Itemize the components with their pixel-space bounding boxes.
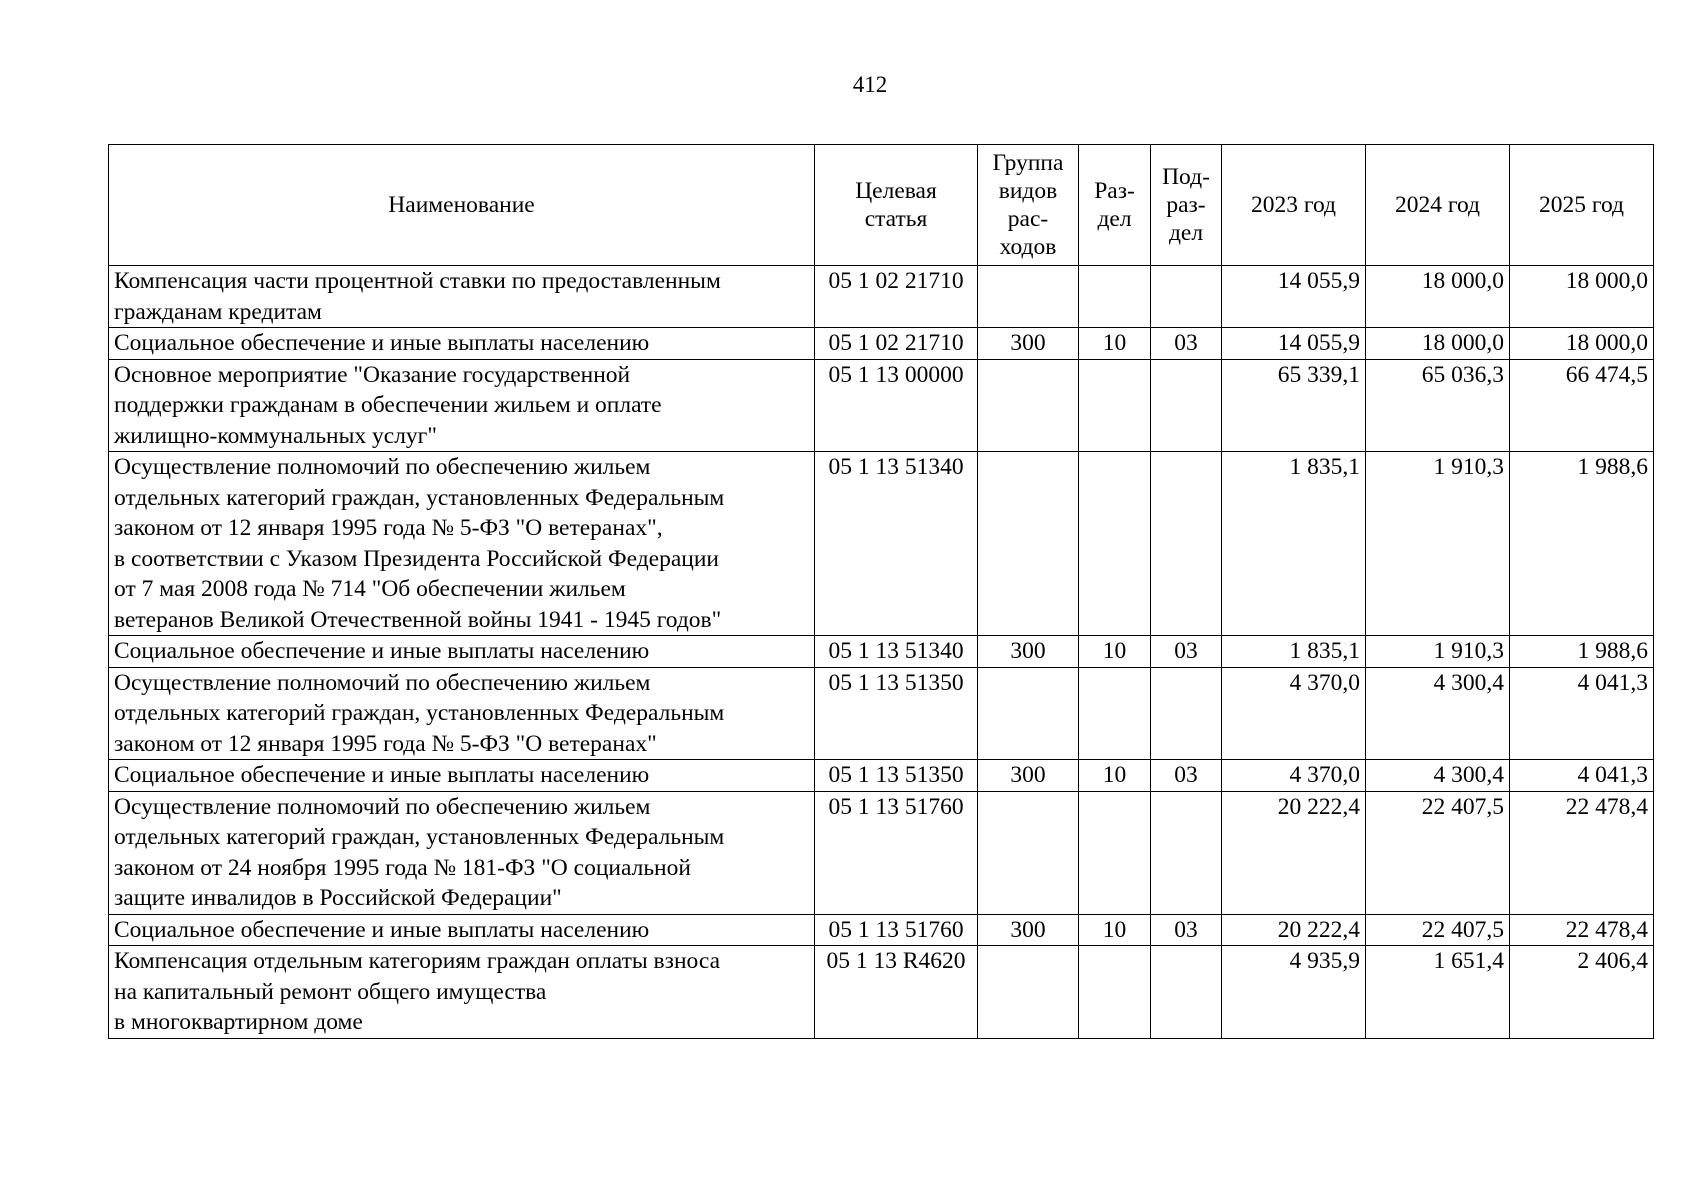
cell-2025: 1 988,6 — [1510, 452, 1654, 636]
table-row — [109, 914, 1654, 946]
cell-name-line: Осуществление полномочий по обеспечению жильем — [114, 454, 651, 480]
cell-2025: 22 478,4 — [1510, 914, 1654, 946]
cell-2024: 1 910,3 — [1366, 636, 1510, 668]
cell-target: 05 1 13 51340 — [815, 636, 978, 668]
cell-name — [109, 266, 815, 328]
cell-name-line: в многоквартирном доме — [114, 1009, 363, 1035]
header-2025: 2025 год — [1510, 145, 1654, 266]
cell-2025: 66 474,5 — [1510, 359, 1654, 452]
cell-name-line: гражданам кредитам — [114, 298, 322, 325]
header-group-line: рас- — [1007, 206, 1049, 232]
header-section-line: Раз- — [1094, 178, 1135, 204]
cell-name-line: Осуществление полномочий по обеспечению жильем — [114, 669, 651, 696]
cell-subsection — [1151, 667, 1222, 760]
header-target-line: Целевая — [855, 178, 937, 204]
cell-name-line: Социальное обеспечение и иные выплаты населению — [114, 916, 650, 943]
cell-2025: 2 406,4 — [1510, 946, 1654, 1039]
cell-section — [1079, 946, 1151, 1039]
cell-name-line: отдельных категорий граждан, установленных Федеральным — [114, 484, 725, 511]
cell-group: 300 — [978, 328, 1079, 360]
cell-target: 05 1 02 21710 — [815, 266, 978, 328]
cell-target: 05 1 13 51340 — [815, 452, 978, 636]
cell-section — [1079, 359, 1151, 452]
cell-group — [978, 946, 1079, 1039]
cell-name-line: защите инвалидов в Российской Федерации" — [114, 885, 562, 911]
cell-name-line: Социальное обеспечение и иные выплаты населению — [114, 638, 650, 664]
cell-name — [109, 667, 815, 760]
cell-2024: 4 300,4 — [1366, 760, 1510, 792]
cell-name — [109, 452, 815, 636]
header-subsection — [1151, 145, 1222, 266]
table-row — [109, 791, 1654, 914]
cell-2023: 20 222,4 — [1222, 791, 1366, 914]
cell-target: 05 1 13 00000 — [815, 359, 978, 452]
header-section-line: дел — [1097, 206, 1132, 232]
cell-2025: 4 041,3 — [1510, 760, 1654, 792]
cell-2023: 14 055,9 — [1222, 328, 1366, 360]
header-target-line: статья — [864, 206, 928, 232]
cell-name-line: жилищно-коммунальных услуг" — [114, 422, 437, 449]
header-group-line: ходов — [999, 234, 1057, 260]
cell-name-line: законом от 12 января 1995 года № 5-ФЗ "О ветеранах" — [114, 730, 657, 757]
cell-name-line: законом от 24 ноября 1995 года № 181-ФЗ "О социальной — [114, 854, 691, 881]
cell-2024: 4 300,4 — [1366, 667, 1510, 760]
cell-name — [109, 914, 815, 946]
table-row — [109, 266, 1654, 328]
cell-subsection — [1151, 791, 1222, 914]
cell-name — [109, 636, 815, 668]
header-name: Наименование — [109, 145, 815, 266]
cell-section: 10 — [1079, 760, 1151, 792]
table-row — [109, 359, 1654, 452]
cell-name — [109, 791, 815, 914]
header-2023: 2023 год — [1222, 145, 1366, 266]
cell-2024: 1 651,4 — [1366, 946, 1510, 1039]
cell-group — [978, 791, 1079, 914]
table-row — [109, 328, 1654, 360]
cell-name-line: Компенсация части процентной ставки по предоставленным — [114, 268, 721, 294]
cell-name — [109, 760, 815, 792]
cell-2024: 22 407,5 — [1366, 791, 1510, 914]
cell-name-line: Компенсация отдельным категориям граждан оплаты взноса — [114, 948, 720, 974]
cell-subsection — [1151, 452, 1222, 636]
cell-name-line: законом от 12 января 1995 года № 5-ФЗ "О ветеранах", — [114, 515, 663, 541]
cell-2025: 18 000,0 — [1510, 266, 1654, 328]
cell-subsection: 03 — [1151, 636, 1222, 668]
cell-2025: 22 478,4 — [1510, 791, 1654, 914]
cell-2024: 65 036,3 — [1366, 359, 1510, 452]
cell-group: 300 — [978, 636, 1079, 668]
cell-2023: 4 370,0 — [1222, 667, 1366, 760]
cell-name-line: отдельных категорий граждан, установленных Федеральным — [114, 700, 725, 726]
cell-2024: 18 000,0 — [1366, 328, 1510, 360]
header-2024: 2024 год — [1366, 145, 1510, 266]
cell-target: 05 1 13 51760 — [815, 914, 978, 946]
cell-2025: 1 988,6 — [1510, 636, 1654, 668]
table-row — [109, 452, 1654, 636]
table-row — [109, 760, 1654, 792]
table-row — [109, 946, 1654, 1039]
cell-section — [1079, 667, 1151, 760]
cell-subsection — [1151, 266, 1222, 328]
cell-name-line: отдельных категорий граждан, установленных Федеральным — [114, 824, 725, 850]
cell-name-line: на капитальный ремонт общего имущества — [114, 978, 547, 1005]
header-subsection-line: дел — [1168, 220, 1204, 246]
cell-subsection: 03 — [1151, 328, 1222, 360]
cell-name-line: Социальное обеспечение и иные выплаты населению — [114, 330, 650, 356]
header-subsection-line: раз- — [1166, 192, 1206, 218]
table-header-row — [109, 145, 1654, 266]
table-body — [109, 266, 1654, 1039]
cell-section — [1079, 452, 1151, 636]
cell-target: 05 1 13 51350 — [815, 760, 978, 792]
cell-2024: 22 407,5 — [1366, 914, 1510, 946]
cell-name-line: ветеранов Великой Отечественной войны 1941 - 1945 годов" — [114, 606, 722, 633]
page-number: 412 — [852, 72, 888, 97]
cell-2023: 4 370,0 — [1222, 760, 1366, 792]
cell-2024: 18 000,0 — [1366, 266, 1510, 328]
cell-group — [978, 266, 1079, 328]
header-group-line: видов — [998, 178, 1058, 204]
header-section — [1079, 145, 1151, 266]
cell-2023: 1 835,1 — [1222, 636, 1366, 668]
cell-name — [109, 359, 815, 452]
cell-subsection: 03 — [1151, 760, 1222, 792]
cell-target: 05 1 13 R4620 — [815, 946, 978, 1039]
header-target — [815, 145, 978, 266]
cell-section — [1079, 791, 1151, 914]
cell-name-line: Социальное обеспечение и иные выплаты населению — [114, 762, 650, 788]
header-subsection-line: Под- — [1162, 164, 1210, 190]
cell-target: 05 1 13 51760 — [815, 791, 978, 914]
cell-2023: 4 935,9 — [1222, 946, 1366, 1039]
table-row — [109, 667, 1654, 760]
cell-name-line: Осуществление полномочий по обеспечению жильем — [114, 793, 651, 820]
budget-table — [108, 144, 1654, 1039]
cell-group: 300 — [978, 914, 1079, 946]
table-row — [109, 636, 1654, 668]
cell-group — [978, 359, 1079, 452]
cell-name — [109, 328, 815, 360]
cell-section: 10 — [1079, 914, 1151, 946]
cell-section — [1079, 266, 1151, 328]
cell-2023: 14 055,9 — [1222, 266, 1366, 328]
cell-group — [978, 667, 1079, 760]
cell-group — [978, 452, 1079, 636]
cell-name-line: от 7 мая 2008 года № 714 "Об обеспечении жильем — [114, 576, 626, 602]
cell-group: 300 — [978, 760, 1079, 792]
cell-section: 10 — [1079, 328, 1151, 360]
cell-target: 05 1 13 51350 — [815, 667, 978, 760]
cell-2023: 1 835,1 — [1222, 452, 1366, 636]
cell-name-line: в соответствии с Указом Президента Российской Федерации — [114, 545, 719, 572]
cell-subsection: 03 — [1151, 914, 1222, 946]
cell-2024: 1 910,3 — [1366, 452, 1510, 636]
cell-2025: 4 041,3 — [1510, 667, 1654, 760]
cell-subsection — [1151, 359, 1222, 452]
cell-2025: 18 000,0 — [1510, 328, 1654, 360]
header-group-line: Группа — [992, 150, 1064, 176]
cell-2023: 20 222,4 — [1222, 914, 1366, 946]
cell-section: 10 — [1079, 636, 1151, 668]
cell-name — [109, 946, 815, 1039]
cell-name-line: поддержки гражданам в обеспечении жильем и оплате — [114, 392, 662, 418]
header-group — [978, 145, 1079, 266]
cell-name-line: Основное мероприятие "Оказание государственной — [114, 361, 631, 388]
cell-2023: 65 339,1 — [1222, 359, 1366, 452]
cell-target: 05 1 02 21710 — [815, 328, 978, 360]
cell-subsection — [1151, 946, 1222, 1039]
